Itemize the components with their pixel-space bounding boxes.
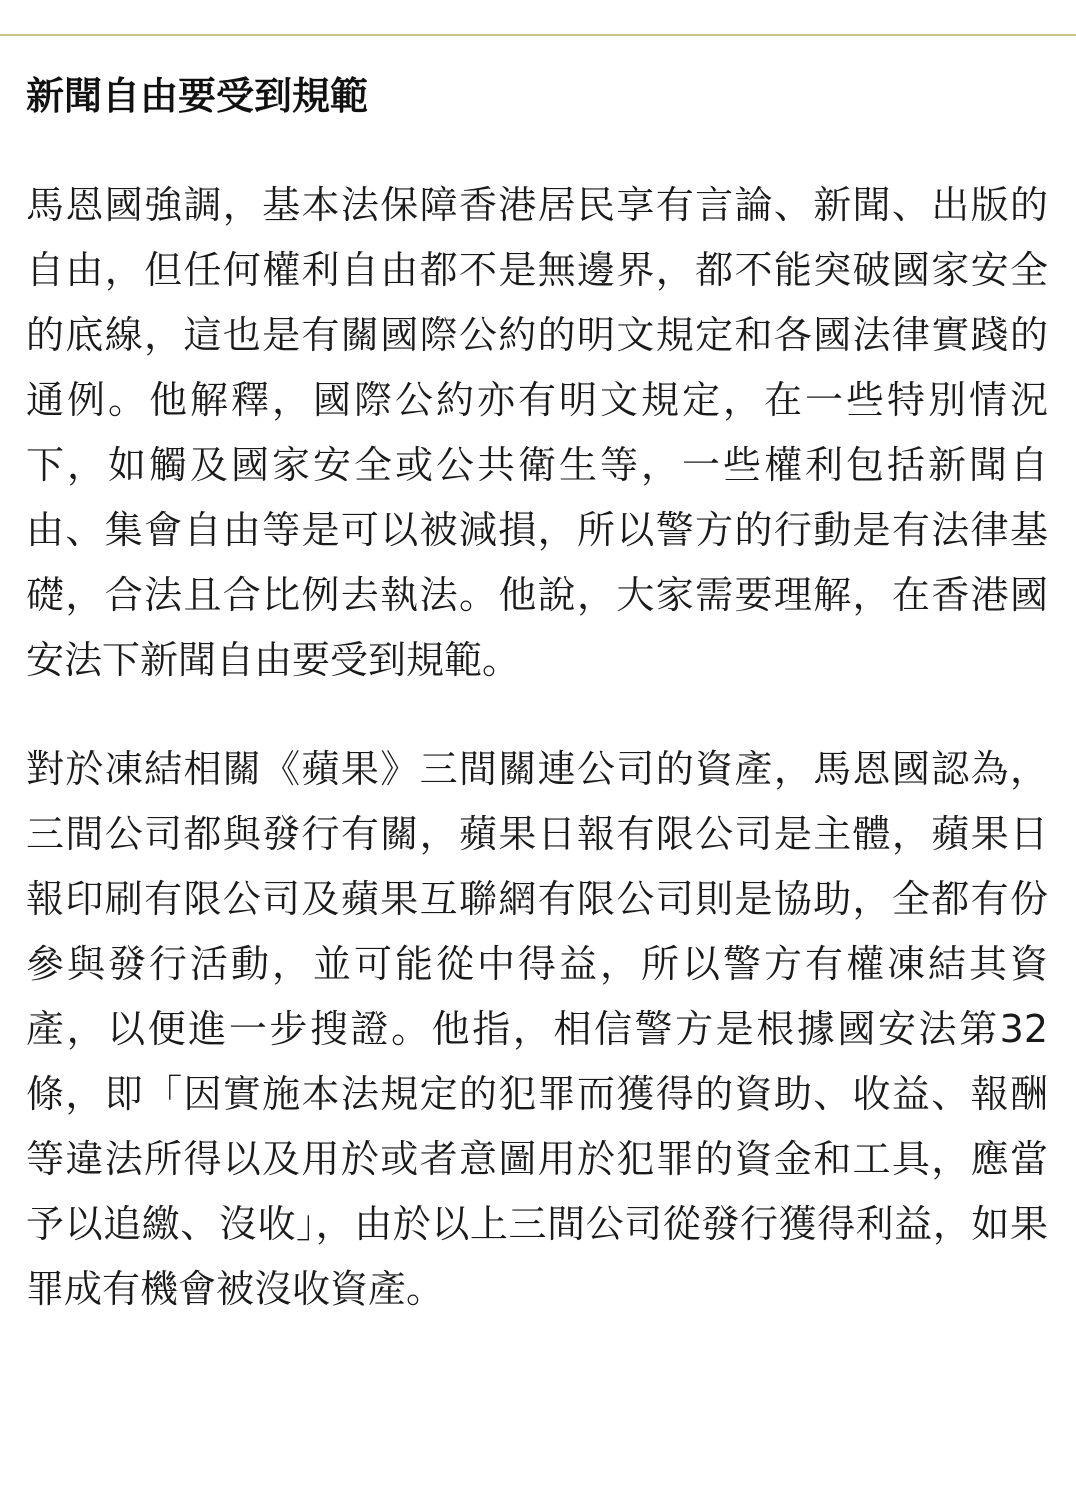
top-divider	[0, 34, 1076, 36]
article-body	[26, 66, 1048, 1322]
article-paragraph-2: 對於凍結相關《蘋果》三間關連公司的資產，馬恩國認為，三間公司都與發行有關，蘋果日報有限公司是主體，蘋果日報印刷有限公司及蘋果互聯網有限公司則是協助，全都有份參與發行活動，並可能從中得益，所以警方有權凍結其資產，以便進一步搜證。他指，相信警方是根據國安法第32條，即「因實施本法規定的犯罪而獲得的資助、收益、報酬等違法所得以及用於或者意圖用於犯罪的資金和工具，應當予以追繳、沒收」，由於以上三間公司從發行獲得利益，如果罪成有機會被沒收資產。	[26, 747, 1048, 1311]
article-paragraph-1: 馬恩國強調，基本法保障香港居民享有言論、新聞、出版的自由，但任何權利自由都不是無邊界，都不能突破國家安全的底線，這也是有關國際公約的明文規定和各國法律實踐的通例。他解釋，國際公約亦有明文規定，在一些特別情況下，如觸及國家安全或公共衛生等，一些權利包括新聞自由、集會自由等是可以被減損，所以警方的行動是有法律基礎，合法且合比例去執法。他說，大家需要理解，在香港國安法下新聞自由要受到規範。	[26, 183, 1048, 682]
section-subheading: 新聞自由要受到規範	[26, 74, 369, 118]
